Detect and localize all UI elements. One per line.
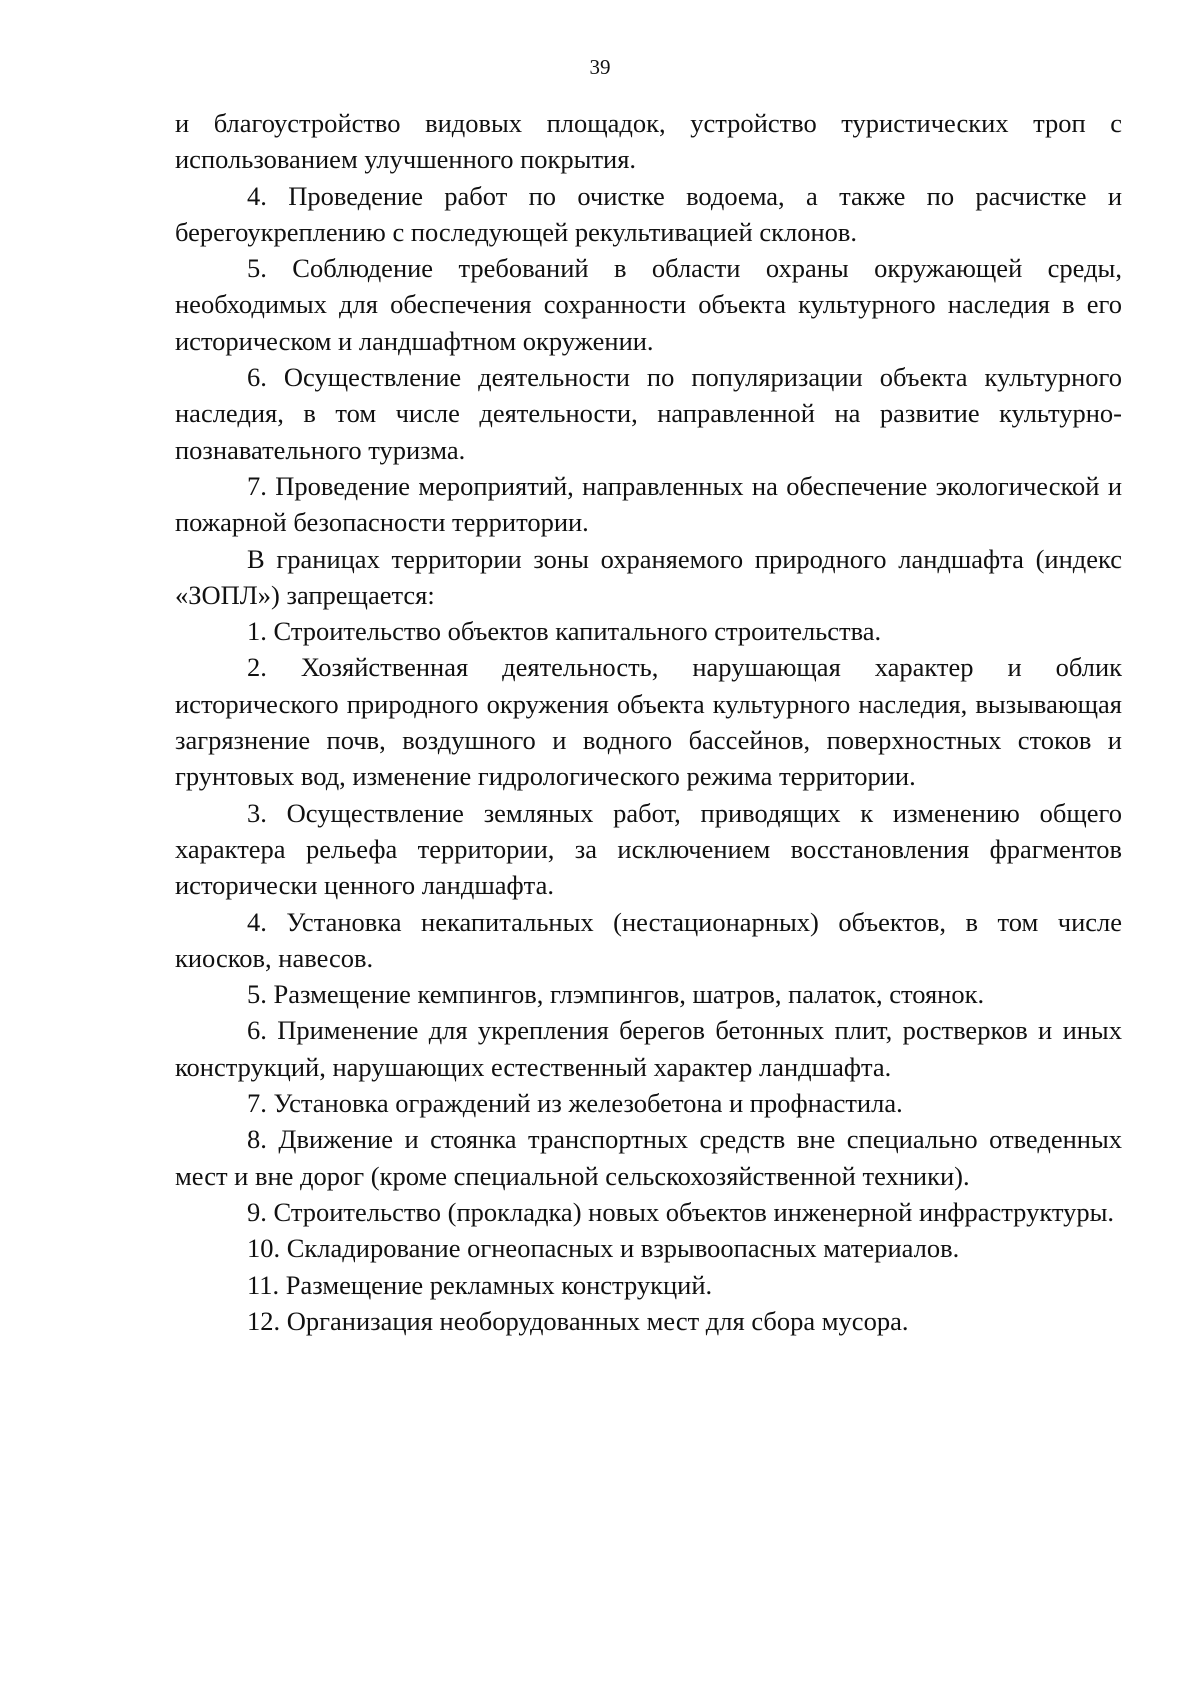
paragraph-prohibition-7: 7. Установка ограждений из железобетона и профнастила. [247, 1088, 903, 1119]
paragraph-prohibition-2: 2. Хозяйственная деятельность, нарушающая характер и облик исторического природного окружения объекта культурного наследия, вызывающая загрязнение почв, воздушного и водного бассейнов, поверхностных стоков и грунтовых вод, изменение гидрологического режима территории. [175, 652, 1122, 792]
paragraph-item-5-environment: 5. Соблюдение требований в области охраны окружающей среды, необходимых для обеспечения сохранности объекта культурного наследия в его историческом и ландшафтном окружении. [175, 253, 1122, 356]
paragraph-item-6-popularization: 6. Осуществление деятельности по популяризации объекта культурного наследия, в том числе деятельности, направленной на развитие культурно-познавательного туризма. [175, 362, 1122, 465]
paragraph-item-4-works: 4. Проведение работ по очистке водоема, а также по расчистке и берегоукреплению с последующей рекультивацией склонов. [175, 180, 1122, 247]
paragraph-prohibition-6: 6. Применение для укрепления берегов бетонных плит, ростверков и иных конструкций, нарушающих естественный характер ландшафта. [175, 1015, 1122, 1082]
paragraph-prohibition-1: 1. Строительство объектов капитального строительства. [247, 616, 882, 647]
paragraph-prohibition-10: 10. Складирование огнеопасных и взрывоопасных материалов. [247, 1233, 960, 1264]
document-body [175, 105, 1122, 1339]
paragraph-prohibition-4: 4. Установка некапитальных (нестационарных) объектов, в том числе киосков, навесов. [175, 906, 1122, 973]
paragraph-item-7-safety: 7. Проведение мероприятий, направленных на обеспечение экологической и пожарной безопасности территории. [175, 470, 1122, 538]
paragraph-prohibition-5: 5. Размещение кемпингов, глэмпингов, шатров, палаток, стоянок. [247, 979, 985, 1010]
paragraph-prohibition-8: 8. Движение и стоянка транспортных средств вне специально отведенных мест и вне дорог (кроме специальной сельскохозяйственной техники). [175, 1124, 1122, 1191]
paragraph-prohibition-12: 12. Организация необорудованных мест для сбора мусора. [247, 1305, 909, 1336]
page-number: 39 [589, 55, 611, 79]
paragraph-prohibition-11: 11. Размещение рекламных конструкций. [247, 1269, 713, 1300]
paragraph-prohibition-9: 9. Строительство (прокладка) новых объектов инженерной инфраструктуры. [247, 1196, 1115, 1227]
paragraph-prohibition-3: 3. Осуществление земляных работ, приводящих к изменению общего характера рельефа территории, за исключением восстановления фрагментов исторически ценного ландшафта. [175, 797, 1122, 901]
paragraph-continuation: и благоустройство видовых площадок, устройство туристических троп с использованием улучшенного покрытия. [175, 108, 1122, 175]
paragraph-prohibitions-intro: В границах территории зоны охраняемого природного ландшафта (индекс «ЗОПЛ») запрещается: [175, 543, 1122, 610]
